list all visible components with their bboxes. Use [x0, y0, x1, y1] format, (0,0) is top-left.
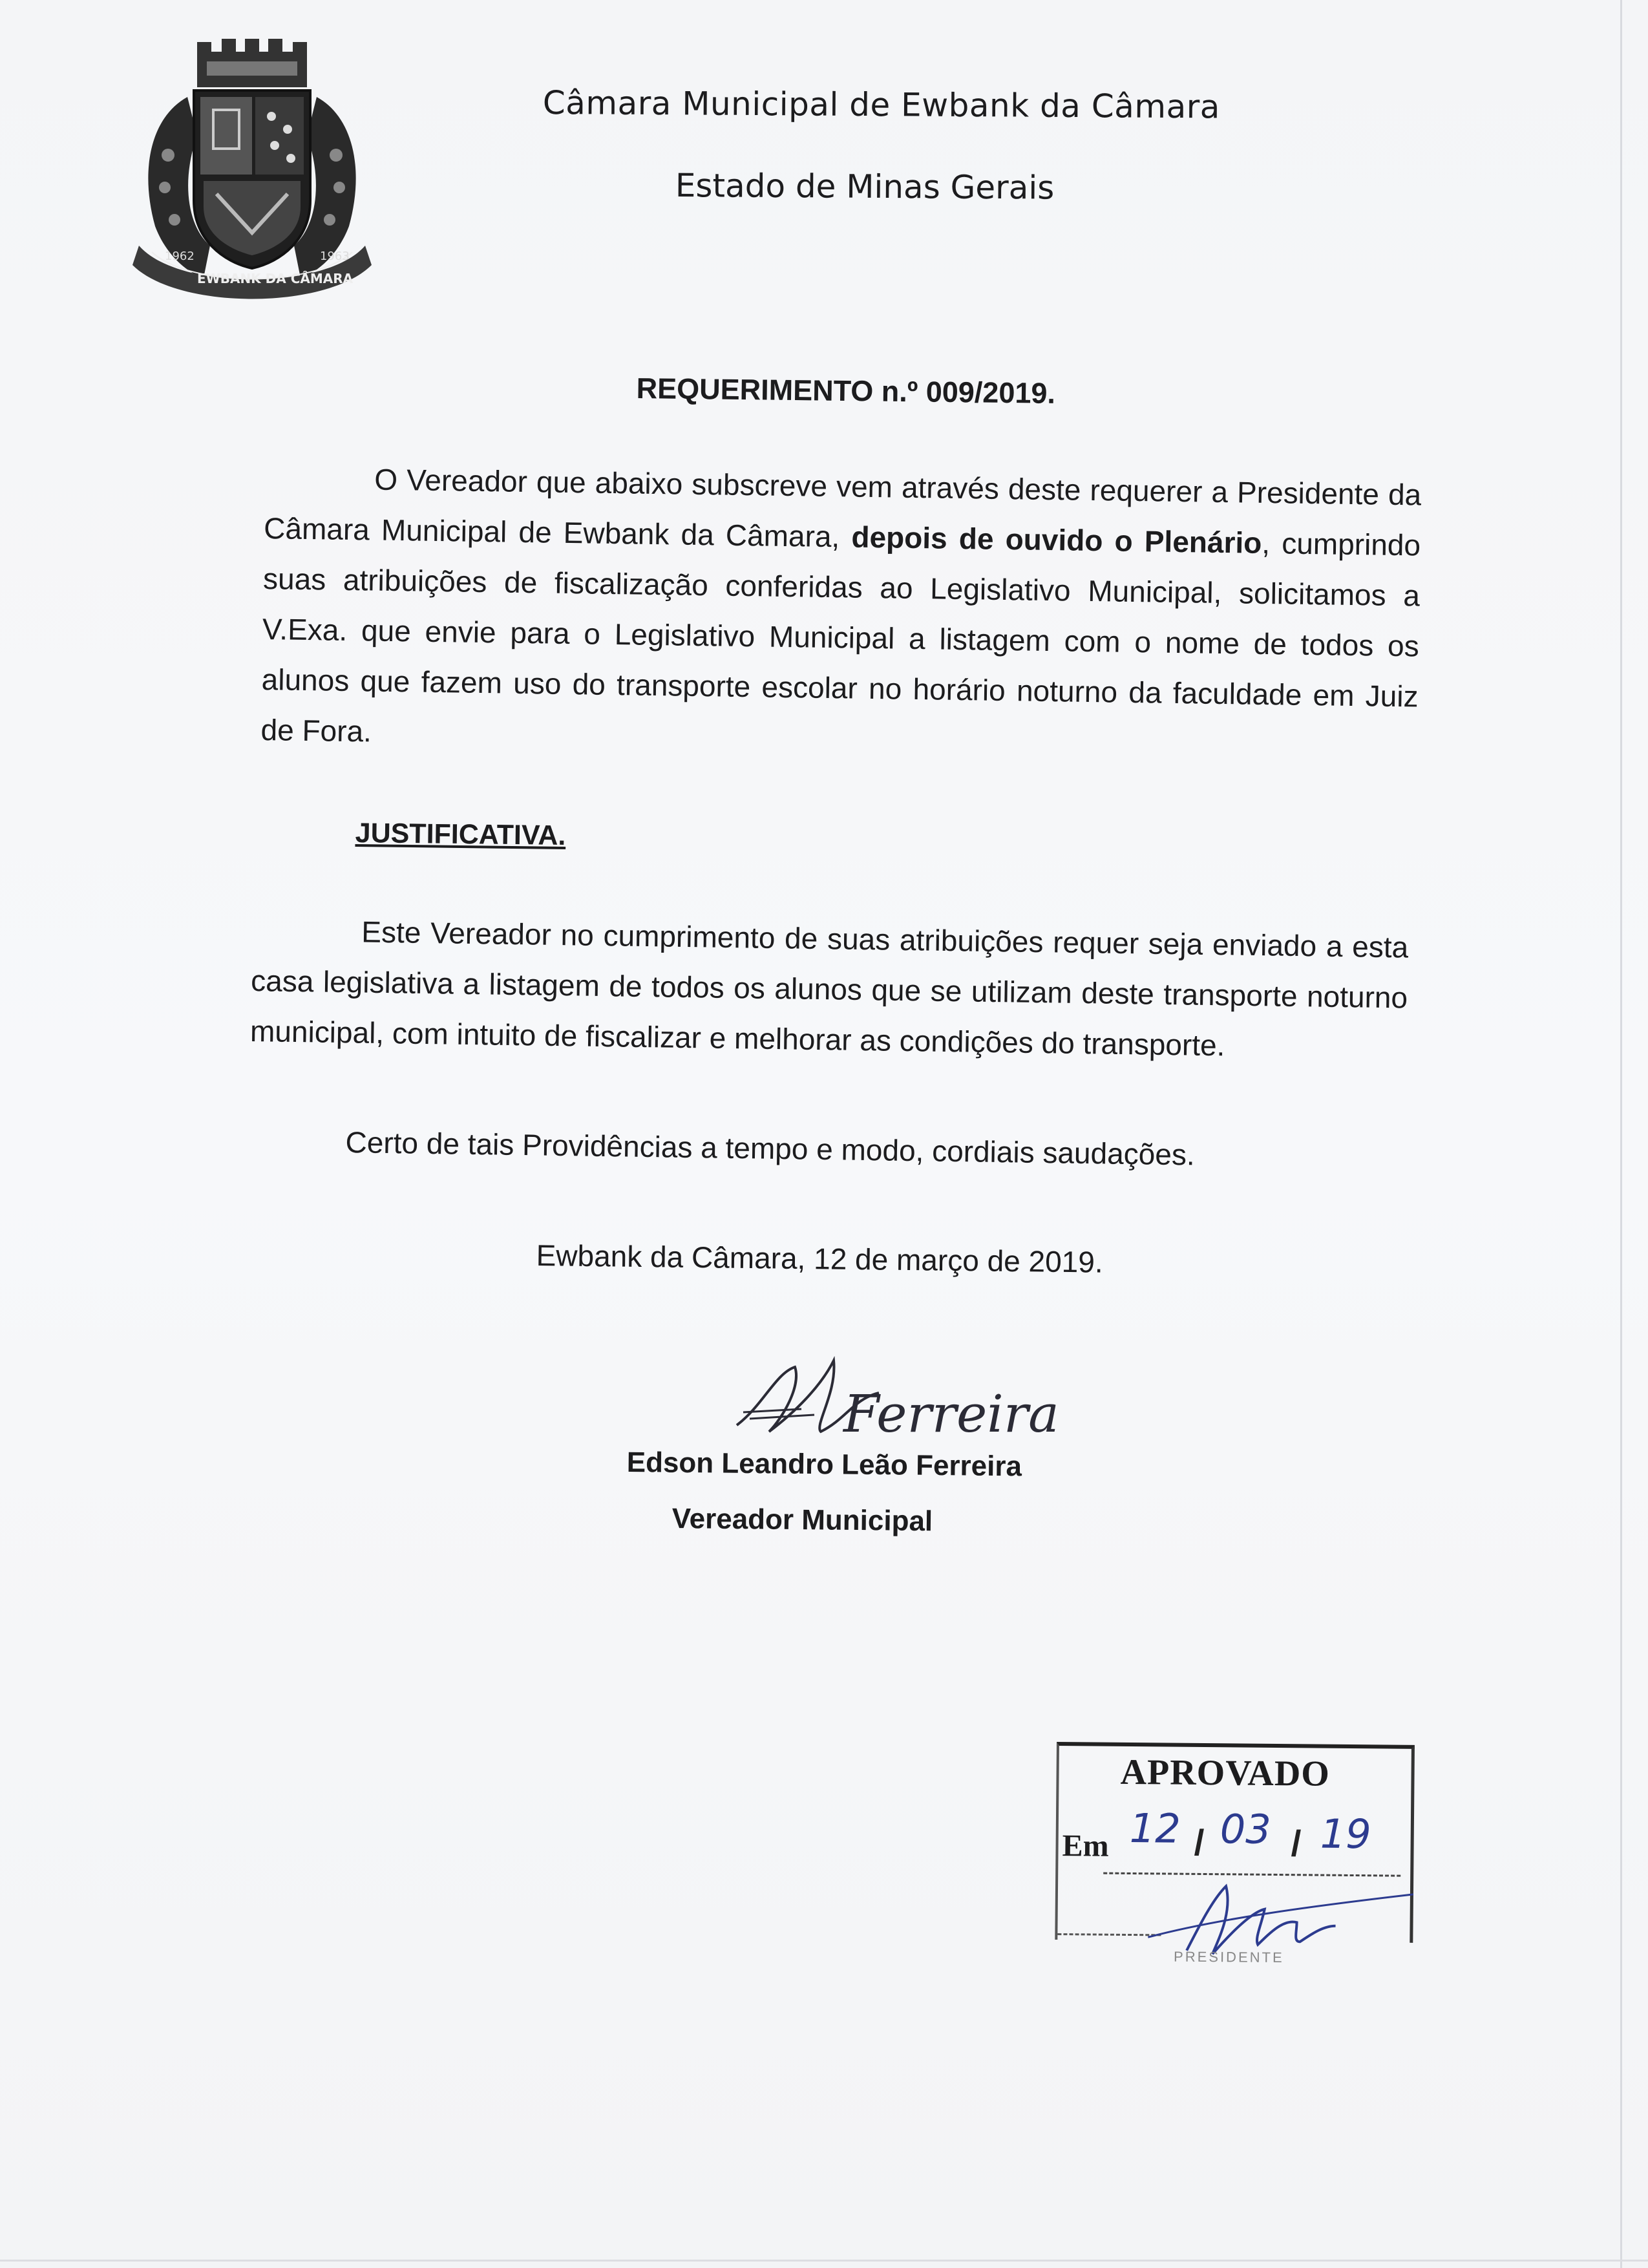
stamp-date-label: Em	[1062, 1828, 1109, 1863]
approval-stamp	[1055, 1742, 1415, 1966]
crest-year-left: 1962	[165, 249, 195, 263]
crest-year-right: 1963	[320, 249, 350, 263]
closing-line: Certo de tais Providências a tempo e modo, cordiais saudações.	[345, 1125, 1196, 1172]
state-name: Estado de Minas Gerais	[675, 167, 1055, 207]
stamp-title: APROVADO	[1120, 1752, 1331, 1794]
stamp-footer-text: PRESIDENTE	[1173, 1948, 1284, 1966]
scan-edge-bottom	[0, 2260, 1648, 2262]
paragraph1-bold-text: depois de ouvido o Plenário	[851, 520, 1262, 560]
document-title: REQUERIMENTO n.º 009/2019.	[636, 372, 1056, 410]
justification-heading: JUSTIFICATIVA.	[355, 818, 566, 851]
municipal-coat-of-arms-icon	[126, 39, 378, 304]
institution-name: Câmara Municipal de Ewbank da Câmara	[542, 84, 1221, 126]
signer-name: Edson Leandro Leão Ferreira	[626, 1447, 1022, 1483]
stamp-month: 03	[1220, 1805, 1272, 1853]
stamp-date-separator: /	[1194, 1821, 1205, 1863]
paragraph1-text-start: O Vereador que abaixo subscreve vem através deste requerer a Presidente da Câmara Municipal de Ewbank da Câmara,	[263, 462, 1422, 554]
justification-text: Este Vereador no cumprimento de suas atribuições requer seja enviado a esta casa legislativa a listagem de todos os alunos que se utilizam deste transporte noturno municipal, com intuito de fiscalizar e melhorar as condições do transporte.	[249, 915, 1409, 1063]
stamp-year: 19	[1320, 1810, 1371, 1858]
paragraph1-text-end: , cumprindo suas atribuições de fiscalização conferidas ao Legislativo Municipal, solicitamos a V.Exa. que envie para o Legislativo Municipal a listagem com o nome de todos os alunos que fazem uso do transporte escolar no horário noturno da faculdade em Juiz de Fora.	[260, 525, 1421, 748]
scan-edge-right	[1620, 0, 1622, 2268]
signature-handwriting: Ferreira	[843, 1384, 1059, 1444]
handwritten-signature	[724, 1348, 1059, 1457]
justification-paragraph	[250, 905, 1409, 1074]
stamp-date-separator: /	[1291, 1823, 1302, 1864]
stamp-day: 12	[1129, 1804, 1181, 1852]
signer-role: Vereador Municipal	[671, 1503, 933, 1538]
crest-ribbon-text: EWBANK DA CÂMARA	[197, 271, 354, 286]
justification-block	[250, 905, 1409, 1074]
request-paragraph	[260, 452, 1422, 772]
place-date: Ewbank da Câmara, 12 de março de 2019.	[536, 1238, 1104, 1279]
request-paragraph-block	[260, 452, 1422, 772]
